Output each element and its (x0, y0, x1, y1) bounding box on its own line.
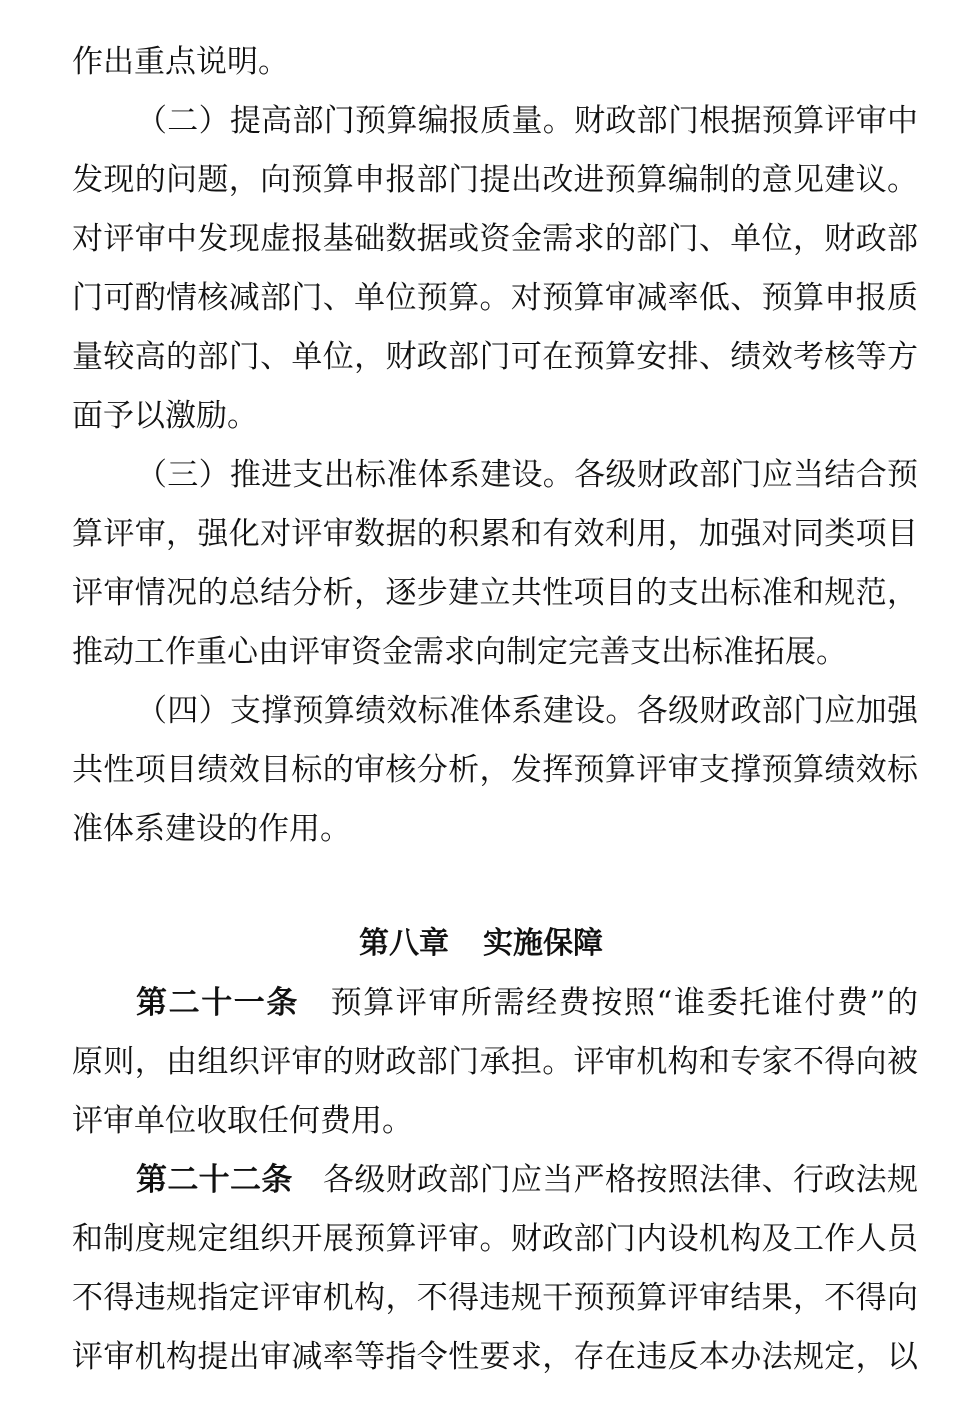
chapter-title: 实施保障 (483, 926, 603, 961)
article-22-line (136, 1160, 918, 1200)
paragraph-line: 原则，由组织评审的财政部门承担。评审机构和专家不得向被 (72, 1044, 918, 1080)
paragraph-line: 准体系建设的作用。 (72, 811, 351, 847)
paragraph-line: 评审机构提出审减率等指令性要求，存在违反本办法规定，以 (72, 1339, 918, 1375)
paragraph-line: 算评审，强化对评审数据的积累和有效利用，加强对同类项目 (72, 516, 918, 552)
paragraph-line: 评审单位收取任何费用。 (72, 1103, 413, 1139)
paragraph-line: 不得违规指定评审机构，不得违规干预预算评审结果，不得向 (72, 1280, 918, 1316)
chapter-heading (0, 922, 962, 966)
paragraph-line: 对评审中发现虚报基础数据或资金需求的部门、单位，财政部 (72, 221, 918, 257)
paragraph-line: （三）推进支出标准体系建设。各级财政部门应当结合预 (136, 457, 918, 493)
paragraph-line: 门可酌情核减部门、单位预算。对预算审减率低、预算申报质 (72, 280, 918, 316)
article-label: 第二十一条 (136, 985, 299, 1021)
chapter-number: 第八章 (359, 926, 449, 961)
paragraph-line: 共性项目绩效目标的审核分析，发挥预算评审支撑预算绩效标 (72, 752, 918, 788)
paragraph-line: 和制度规定组织开展预算评审。财政部门内设机构及工作人员 (72, 1221, 918, 1257)
paragraph-line: 面予以激励。 (72, 398, 258, 434)
paragraph-line: 评审情况的总结分析，逐步建立共性项目的支出标准和规范， (72, 575, 918, 611)
paragraph-line: 发现的问题，向预算申报部门提出改进预算编制的意见建议。 (72, 162, 918, 198)
article-label: 第二十二条 (136, 1162, 293, 1198)
paragraph-line: 量较高的部门、单位，财政部门可在预算安排、绩效考核等方 (72, 339, 918, 375)
article-text: 预算评审所需经费按照“谁委托谁付费”的 (328, 985, 918, 1021)
paragraph-line: 推动工作重心由评审资金需求向制定完善支出标准拓展。 (72, 634, 847, 670)
article-21-line (136, 983, 918, 1023)
paragraph-line: （二）提高部门预算编报质量。财政部门根据预算评审中 (136, 103, 918, 139)
article-text: 各级财政部门应当严格按照法律、行政法规 (322, 1162, 919, 1198)
paragraph-line: 作出重点说明。 (72, 44, 289, 80)
paragraph-line: （四）支撑预算绩效标准体系建设。各级财政部门应加强 (136, 693, 918, 729)
